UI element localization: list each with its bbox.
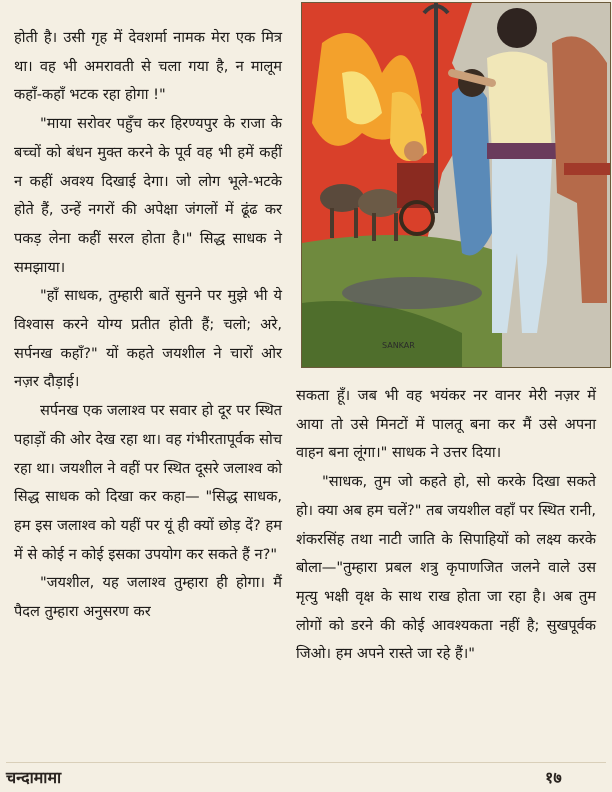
hero-tunic — [487, 52, 552, 153]
illustration-art — [302, 3, 610, 367]
artist-signature: SANKAR — [382, 341, 415, 350]
footer-divider — [6, 762, 606, 763]
paragraph-7: "साधक, तुम जो कहते हो, सो करके दिखा सकते हो। क्या अब हम चलें?" तब जयशील वहाँ पर स्थित रानी, शंकरसिंह तथा नाटी जाति के सिपाहियों को लक्ष्य करके बोला—"तुम्हारा प्रबल शत्रु कृपाणजित जलने वाले उस मृत्यु भक्षी वृक्ष के साथ राख होता जा रहा है। अब तुम लोगों को डरने की कोई आवश्यकता नहीं है; सुखपूर्वक जिओ। हम अपने रास्ते जा रहे हैं।" — [296, 473, 596, 663]
beast-1 — [320, 184, 364, 212]
hero-head — [497, 8, 537, 48]
magazine-name: चन्दामामा — [6, 768, 62, 787]
paragraph-4: सर्पनख एक जलाश्व पर सवार हो दूर पर स्थित पहाड़ों की ओर देख रहा था। वह गंभीरतापूर्वक सोच रहा था। जयशील ने वहीं पर स्थित दूसरे जलाश्व को सिद्ध साधक को दिखा कर कहा— "सिद्ध साधक, हम इस जलाश्व को यहीं पर यूं ही क्यों छोड़ दें? हम में से कोई न कोई इसका उपयोग कर सकते हैं न?" — [14, 402, 282, 563]
right-text-column — [296, 382, 596, 669]
paragraph-5: "जयशील, यह जलाश्व तुम्हारा ही होगा। मैं पैदल तुम्हारा अनुसरण कर — [14, 574, 282, 621]
paragraph-2: "माया सरोवर पहुँच कर हिरण्यपुर के राजा के बच्चों को बंधन मुक्त करने के पूर्व वह भी हमें कहीं न कहीं अवश्य दिखाई देगा। जो लोग भूले-भटके होते हैं, उन्हें नगरों की अपेक्षा जंगलों में ढूंढ कर पकड़ लेना कहीं सरल होता है।" सिद्ध साधक ने समझाया। — [14, 115, 282, 276]
page-number: १७ — [545, 768, 562, 787]
left-text-column — [14, 24, 282, 627]
trident — [434, 13, 438, 213]
paragraph-3: "हाँ साधक, तुम्हारी बातें सुनने पर मुझे भी ये विश्वास करने योग्य प्रतीत होती हैं; चलो; अरे, सर्पनख कहाँ?" यों कहते जयशील ने चारों ओर नज़र दौड़ाई। — [14, 287, 282, 391]
rider — [404, 141, 424, 161]
beast-2 — [358, 189, 402, 217]
paragraph-1: होती है। उसी गृह में देवशर्मा नामक मेरा एक मित्र था। वह भी अमरावती से चला गया है, न मालूम कहाँ-कहाँ भटक रहा होगा !" — [14, 29, 282, 104]
story-illustration — [301, 2, 611, 368]
paragraph-6: सकता हूँ। जब भी वह भयंकर नर वानर मेरी नज़र में आया तो उसे मिनटों में पालतू बना कर मैं उसे अपना वाहन बना लूंगा।" साधक ने उत्तर दिया। — [296, 387, 596, 462]
